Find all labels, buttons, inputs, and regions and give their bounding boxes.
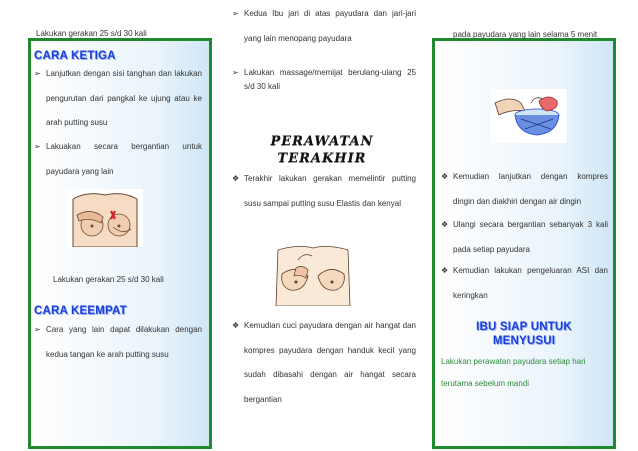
- column-2: [224, 0, 420, 451]
- bullet-col2-top-1: ➢ Kedua Ibu jari di atas payudara dan jari-jari yang lain menopang payudara: [232, 2, 416, 51]
- breast-massage-illustration-2: [268, 244, 358, 306]
- arrow-bullet-icon: ➢: [34, 142, 41, 151]
- bullet-col2-bottom-2: ❖ Kemudian cuci payudara dengan air hangat dan kompres payudara dengan handuk kecil yang sudah dibasahi dengan air hangat secara bergantian: [232, 314, 416, 412]
- title-perawatan-terakhir: PERAWATAN TERAKHIR: [270, 134, 374, 166]
- col1-panel: [28, 38, 212, 449]
- heading-cara-ketiga: CARA KETIGA: [34, 50, 116, 62]
- compress-bowl-illustration: [491, 89, 567, 143]
- bullet-keempat-1: ➢ Cara yang lain dapat dilakukan dengan kedua tangan ke arah putting susu: [34, 318, 202, 367]
- bullet-col3-1: ❖ Kemudian lanjutkan dengan kompres dingin dan diakhiri dengan air dingin: [441, 165, 608, 214]
- bullet-col2-top-2: ➢ Lakukan massage/memijat berulang-ulang 25 s/d 30 kali: [232, 68, 416, 91]
- col3-continuation-text: pada payudara yang lain selama 5 menit: [453, 30, 598, 39]
- arrow-bullet-icon: ➢: [34, 69, 41, 78]
- diamond-bullet-icon: ❖: [232, 174, 240, 183]
- column-3: [432, 0, 616, 451]
- bullet-col2-bottom-1: ❖ Terakhir lakukan gerakan memelintir putting susu sampai putting susu Elastis dan kenyal: [232, 167, 416, 216]
- diamond-bullet-icon: ❖: [441, 266, 449, 275]
- col3-green-note: Lakukan perawatan payudara setiap hari terutama sebelum mandi: [441, 357, 586, 388]
- diamond-bullet-icon: ❖: [441, 220, 449, 229]
- diamond-bullet-icon: ❖: [232, 321, 240, 330]
- heading-ibu-siap-menyusui: IBU SIAP UNTUK MENYUSUI: [476, 321, 572, 347]
- arrow-bullet-icon: ➢: [34, 325, 41, 334]
- diamond-bullet-icon: ❖: [441, 172, 449, 181]
- arrow-bullet-icon: ➢: [232, 68, 239, 77]
- col1-mid-caption: Lakukan gerakan 25 s/d 30 kali: [53, 275, 164, 284]
- bullet-col3-3: ❖ Kemudian lakukan pengeluaran ASI dan keringkan: [441, 259, 608, 308]
- heading-cara-keempat: CARA KEEMPAT: [34, 305, 127, 317]
- bullet-ketiga-2: ➢ Lakuakan secara bergantian untuk payudara yang lain: [34, 135, 202, 184]
- bullet-ketiga-1: ➢ Lanjutkan dengan sisi tanghan dan lakukan pengurutan dari pangkal ke ujung atau ke arah putting susu: [34, 62, 202, 136]
- arrow-bullet-icon: ➢: [232, 9, 239, 18]
- breast-massage-illustration-1: [67, 189, 143, 247]
- column-1: [28, 0, 212, 451]
- col3-panel: [432, 30, 616, 449]
- col1-top-caption: Lakukan gerakan 25 s/d 30 kali: [36, 29, 147, 38]
- bullet-col3-2: ❖ Ulangi secara bergantian sebanyak 3 kali pada setiap payudara: [441, 213, 608, 262]
